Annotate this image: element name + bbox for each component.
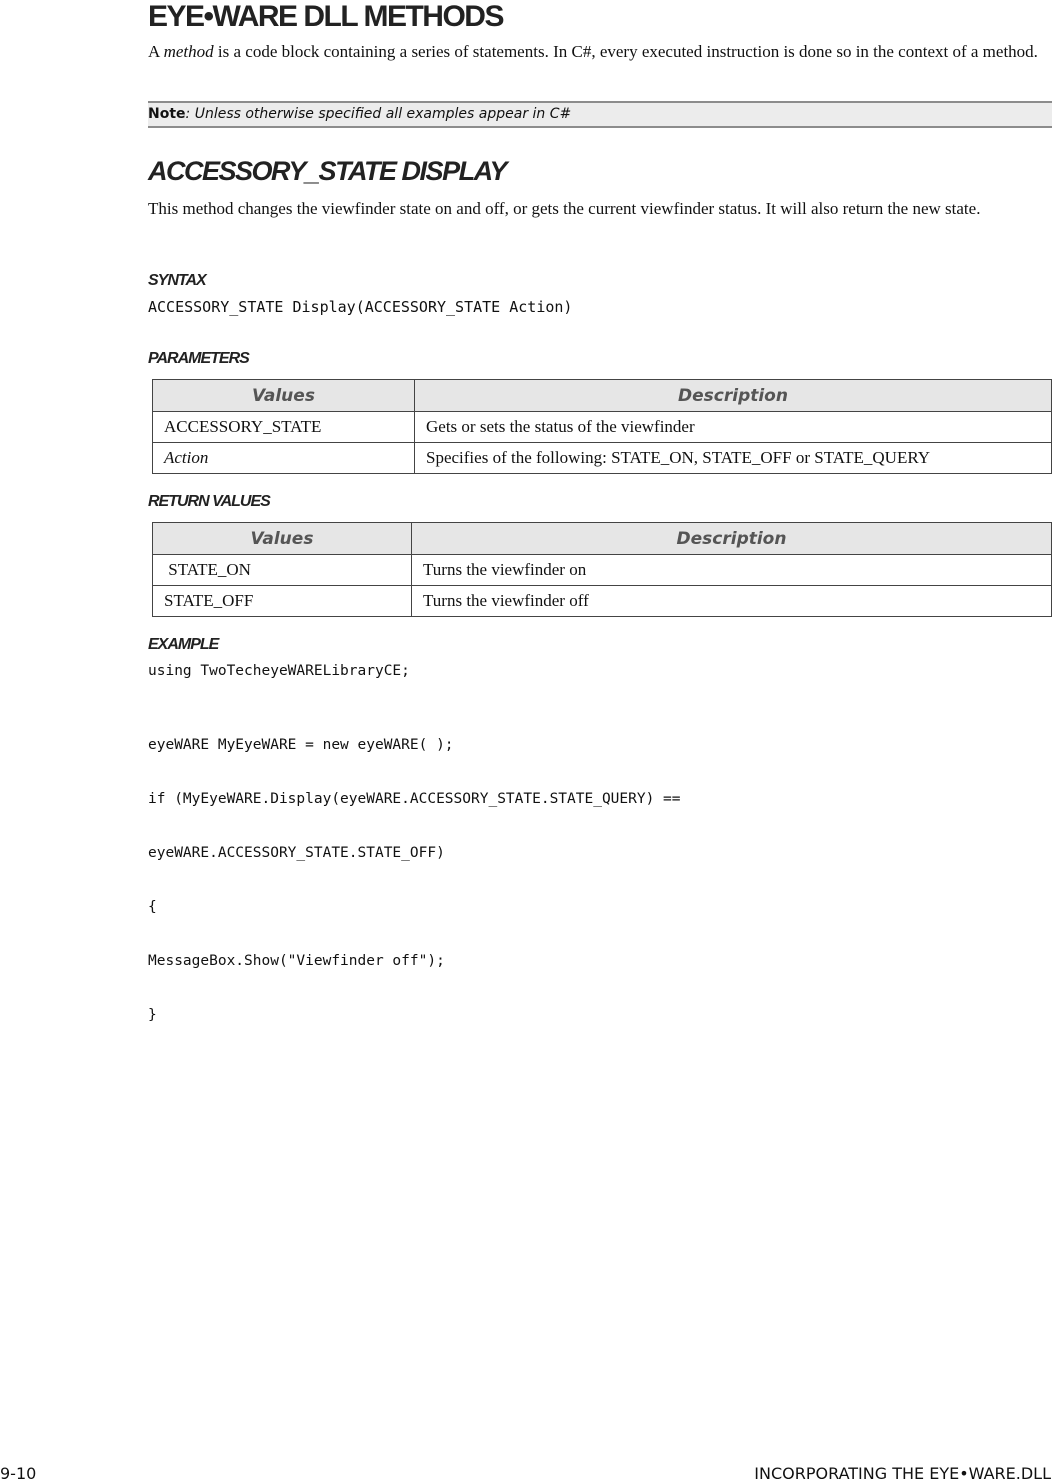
column-header-values: Values: [153, 523, 412, 555]
return-description: Turns the viewfinder on: [412, 555, 1052, 586]
return-value: STATE_ON: [153, 555, 412, 586]
return-values-heading: RETURN VALUES: [148, 493, 270, 510]
code-line: eyeWARE.ACCESSORY_STATE.STATE_OFF): [148, 845, 445, 861]
table-header-row: [153, 380, 1052, 412]
parameters-heading: PARAMETERS: [148, 350, 249, 367]
table-header-row: [153, 523, 1052, 555]
table-row: [153, 555, 1052, 586]
code-line: }: [148, 1007, 157, 1023]
column-header-description: Description: [412, 523, 1052, 555]
return-description: Turns the viewfinder off: [412, 586, 1052, 617]
intro-prefix: A: [148, 42, 164, 61]
method-title: ACCESSORY_STATE DISPLAY: [148, 156, 507, 186]
note-text: : Unless otherwise specified all examples appear in C#: [185, 106, 572, 122]
example-code-block: [148, 700, 681, 1042]
page-number: 9-10: [0, 1464, 37, 1483]
param-value: ACCESSORY_STATE: [153, 412, 415, 443]
table-row: [153, 443, 1052, 474]
example-using-line: using TwoTecheyeWARELibraryCE;: [148, 663, 410, 679]
code-line: if (MyEyeWARE.Display(eyeWARE.ACCESSORY_STATE.STATE_QUERY) ==: [148, 791, 681, 807]
example-heading: EXAMPLE: [148, 636, 219, 653]
chapter-footer: INCORPORATING THE EYE•WARE.DLL: [754, 1464, 1051, 1483]
table-row: [153, 412, 1052, 443]
note-label: Note: [148, 106, 186, 122]
code-line: eyeWARE MyEyeWARE = new eyeWARE( );: [148, 737, 454, 753]
param-description: Specifies of the following: STATE_ON, STATE_OFF or STATE_QUERY: [415, 443, 1052, 474]
param-value: Action: [153, 443, 415, 474]
return-value: STATE_OFF: [153, 586, 412, 617]
column-header-description: Description: [415, 380, 1052, 412]
intro-paragraph: [148, 40, 1052, 64]
syntax-heading: SYNTAX: [148, 272, 206, 289]
table-row: [153, 586, 1052, 617]
return-values-table: [152, 522, 1052, 617]
parameters-table: [152, 379, 1052, 474]
method-description: This method changes the viewfinder state on and off, or gets the current viewfinder status. It will also return the new state.: [148, 199, 981, 218]
code-line: MessageBox.Show("Viewfinder off");: [148, 953, 445, 969]
note-bar: [148, 101, 1052, 128]
page-title: EYE•WARE DLL METHODS: [148, 0, 503, 33]
intro-emphasis: method: [163, 42, 214, 61]
code-line: {: [148, 899, 157, 915]
param-description: Gets or sets the status of the viewfinder: [415, 412, 1052, 443]
intro-suffix: is a code block containing a series of statements. In C#, every executed instruction is done so in the context of a method.: [213, 42, 1038, 61]
syntax-line: ACCESSORY_STATE Display(ACCESSORY_STATE Action): [148, 298, 573, 316]
column-header-values: Values: [153, 380, 415, 412]
